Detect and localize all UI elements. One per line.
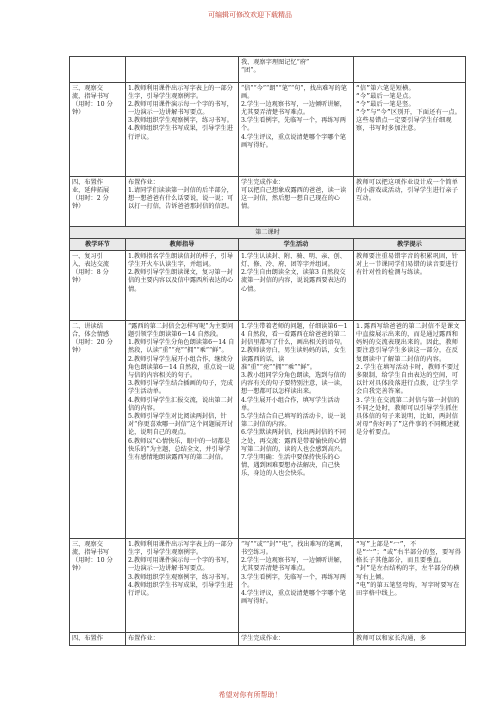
student-line: 2.学生一边观察书写，一边倾听讲解，尤其要弄清楚书写难点。 (241, 100, 346, 117)
student-cell (239, 251, 354, 321)
teacher-line: 1.教师指名学生朗读信封的样子，引导学生开火车认读生字，并组词。 (128, 252, 233, 269)
page-footer: 希望对你有所帮助！ (218, 691, 282, 699)
teacher-line: 3.教师组织学生观察例字，练习书写。 (128, 573, 233, 581)
hint-line: 教师可以把这项作业设计成一个简单的小游戏或活动，引导学生进行亲子互动。 (356, 178, 459, 202)
student-line: “团”。 (241, 66, 260, 74)
lesson2-title: 第二课时 (70, 227, 466, 239)
stage-cell (70, 83, 126, 177)
student-line: 我、观察字理图记忆“府” (241, 58, 310, 66)
teacher-line: 4.教师组织学生书写成果，引导学生进行评议。 (128, 125, 233, 141)
teacher-line: 3.教师组织学生观察例字，练习书写。 (128, 117, 233, 125)
hint-line: “今”最后一笔是点。 (356, 92, 415, 100)
teacher-line: 4.教师组织学生书写成果，引导学生进行评议。 (128, 581, 233, 597)
student-line: 3.学生看例字，先临写一个，再练写两个。 (241, 117, 346, 133)
table-row (70, 57, 466, 83)
table-row (70, 633, 466, 645)
hint-line: 教师可以和家长沟通，多 (356, 634, 427, 642)
student-line: 7.学生明确：生活中要保持快乐的心情，遇到困难要想办法解决，自己快乐，身边的人也会快乐。 (241, 453, 340, 478)
stage-line: 二、讲读结 (72, 322, 103, 330)
teacher-line: 1.教师利用课件出示写字表上的一部分生字，引导学生观察例字。 (128, 540, 233, 557)
stage-line: 三、观察交 (72, 84, 103, 92)
teacher-line: 2.教师引导学生展开小组合作，继续分角色朗读第6～14 自然段，重点说一说与信的内容相关的句子。 (128, 355, 235, 379)
stage-line: （用时：8 分 (72, 269, 109, 277)
student-cell (239, 633, 354, 645)
student-cell (239, 83, 354, 177)
teacher-cell (126, 177, 239, 227)
teacher-line: 2.教师可用课件演示每一个字的书写，一边演示一边讲解书写要点。 (128, 100, 233, 117)
student-line: 可以把自己想象成露西的爸爸，读一读这一封信，然后想一想自己现在的心情。 (241, 186, 347, 211)
teacher-line: 1.教师利用课件出示写字表上的一部分生字，引导学生观察例字。 (128, 84, 233, 100)
student-cell (239, 321, 354, 539)
page-header: 可编辑可修改欢迎下载精品 (208, 11, 292, 19)
student-line: 4.学生展开小组合作，填写学生活动单。 (241, 396, 340, 412)
stage-cell (70, 177, 126, 227)
student-line: 学生完成作业： (241, 178, 285, 186)
teacher-line: 6.教师以“心情快乐，眼中的一切都是快乐的”为主题，总结全文，并引导学生有感情地朗读露西写的第二封信。 (128, 437, 231, 461)
stage-line: 钟） (72, 203, 85, 211)
stage-line: 入，表达交流 (72, 261, 110, 269)
student-line: 5.学生结合自己填写的活动卡，说一说第二封信的内容。 (241, 412, 346, 429)
teacher-cell (126, 251, 239, 321)
stage-line: 钟） (72, 565, 85, 573)
hint-line: 1.露西写给爸爸的第二封信不是课文中直接展示出来的，而是通过露西和妈妈的交流表现出来的。因此，教师要注意引导学生多读这一部分，在反复朗读中了解第二封信的内容。 (356, 322, 460, 363)
col-header-hint: 教学提示 (354, 239, 466, 251)
teacher-line: 5.教师引导学生对比阅读两封信，针对“你更喜欢哪一封信”这个问题展开讨论，说明自己的观点。 (128, 412, 234, 437)
teacher-line: “露西的第二封信会怎样写呢”为主要问题引领学生朗读第6～14 自然段。 (128, 322, 234, 339)
hint-cell (354, 177, 466, 227)
teacher-line: 1.教师引导学生分角色朗读第6～14 自然段，认读“重”“亮”“拥”“乘”“鲜”。 (128, 339, 235, 355)
stage-cell (70, 633, 126, 645)
table-row (70, 177, 466, 227)
stage-line: （用时：20 分 (72, 339, 113, 347)
teacher-line: 4.教师引导学生汇报交流，说出第二封信的内容。 (128, 396, 233, 412)
hint-line: 教师要注重易错字音的积累巩固，针对上一节课同学们易错的读音要进行有针对性的检测与练读。 (356, 252, 459, 277)
hint-line: 3.学生在交流第二封信与第一封信的不同之处时，教师可以引导学生抓住具体信的句子来说明，比如，两封信对母“你好吗了”这件事的不同概述就是分析要点。 (356, 396, 460, 437)
hint-line: “电”的第五笔竖弯钩，写字时要写在田字格中线上。 (356, 581, 460, 597)
stage-line: 钟） (72, 277, 85, 285)
student-cell (239, 539, 354, 633)
table-row (70, 251, 466, 321)
hint-cell (354, 251, 466, 321)
stage-cell (70, 57, 126, 83)
teacher-line: 1.请同学们读读第一封信的后半部分，想一想爸爸有什么话要说，说一说；可以打一打信，告诉爸爸那封信的信思。 (128, 186, 234, 211)
stage-line: 钟） (72, 109, 85, 117)
stage-line: 合，体会情感 (72, 331, 110, 339)
table-row (70, 83, 466, 177)
teacher-cell (126, 539, 239, 633)
lesson-plan-table (69, 56, 466, 646)
student-cell (239, 57, 354, 83)
student-line: 2.学生一边观察书写，一边倾听讲解，尤其要弄清楚书写难点。 (241, 557, 346, 573)
stage-cell (70, 321, 126, 539)
hint-line: “信”第六笔是短横。 (356, 84, 415, 92)
stage-line: 业，延伸拓展 (72, 186, 110, 194)
stage-line: （用时：10 分 (72, 100, 113, 108)
hint-cell (354, 539, 466, 633)
student-line: 1.学生认读封、附、骑、明、亲、创、灯、修、冷、府、团等字并组词。 (241, 252, 346, 269)
teacher-line: 2.教师引导学生朗读课文，复习第一封信的主要内容以及信中露西所表达的心情。 (128, 269, 234, 293)
student-line: “写”“或”“封”“电”，找出难写的笔画，书空练习。 (241, 540, 347, 557)
hint-cell (354, 57, 466, 83)
col-header-teacher: 教师指导 (126, 239, 239, 251)
stage-cell (70, 251, 126, 321)
stage-line: 流，指导书写 (72, 549, 110, 557)
hint-line: 2.学生在填写活动卡时，教师不要过多限制，给学生自由表达的空间，可以针对具体段落进行点拨，让学生学会自我完善答案。 (356, 363, 460, 396)
stage-line: 三、观察交 (72, 540, 103, 548)
student-line: 学生完成作业： (241, 634, 285, 642)
student-line: 4.学生评议，重点说清楚哪个字哪个笔画写得好。 (241, 133, 346, 149)
student-line: 1.学生带着老师的问题，仔细读第6～14 自然段，看一看露西在给爸爸的第二封信里都写了什么，画出相关的语句。 (241, 322, 348, 347)
table-row (70, 321, 466, 539)
hint-line: “令”最后一笔是竖。 (356, 100, 415, 108)
student-line: 2.教师读旁白，男生读妈妈的话，女生读露西的话，读准“重”“亮”“拥”“乘”“鲜”。 (241, 347, 346, 371)
teacher-line: 布置作业： (128, 634, 159, 642)
stage-line: （用时：2 分 (72, 194, 109, 202)
stage-line: 一、复习引 (72, 252, 103, 260)
hint-line: “写”上部是“冖”，不是“宀”；“或”右半部分的竖，要写得格长子其他部分，而且要垂直。 (356, 540, 462, 565)
stage-line: 四、布置作 (72, 634, 103, 642)
section-title-row (70, 227, 466, 239)
stage-line: （用时：10 分 (72, 557, 113, 565)
student-line: “信”“今”“朗”“笔”“句”，找出难写的笔画。 (241, 84, 347, 100)
student-line: 2.学生自由朗读全文，读第3 自然段交流第一封信的内容，说说露西要表达的心情。 (241, 269, 347, 293)
hint-line: “令”与“今”区别开，下面还有一点。这些易错点一定要引导学生仔细观察，书写时多加注意。 (356, 109, 462, 133)
teacher-line: 2.教师可用课件演示每一个字的书写，一边演示一边讲解书写要点。 (128, 557, 233, 573)
hint-cell (354, 321, 466, 539)
col-header-stage: 教学环节 (70, 239, 126, 251)
teacher-cell (126, 83, 239, 177)
teacher-line: 布置作业： (128, 178, 159, 186)
hint-line: “封”是左右结构的字，左半部分的横写右上倾。 (356, 565, 460, 581)
column-header-row (70, 239, 466, 251)
col-header-student: 学生活动 (239, 239, 354, 251)
hint-cell (354, 83, 466, 177)
stage-line: 流，指导书写 (72, 92, 110, 100)
student-line: 3.教小组同学分角色朗读，选到与信的内容有关的句子要特别注意，读一读，想一想都可以怎样读出来。 (241, 372, 347, 396)
student-line: 4.学生评议，重点说清楚哪个字哪个笔画写得好。 (241, 590, 346, 606)
student-line: 3.学生看例字，先临写一个，再练写两个。 (241, 573, 346, 589)
stage-cell (70, 539, 126, 633)
teacher-cell (126, 633, 239, 645)
student-cell (239, 177, 354, 227)
stage-line: 四、布置作 (72, 178, 103, 186)
teacher-cell (126, 321, 239, 539)
teacher-cell (126, 57, 239, 83)
table-row (70, 539, 466, 633)
student-line: 6.学生默读两封信，找出两封信的不同之处，再交流：露西是带着愉快的心情写第二封信的，读的人也会感到高兴。 (241, 429, 347, 453)
teacher-line: 3.教师引导学生结合插画的句子，完成学生活动单。 (128, 380, 233, 396)
hint-cell (354, 633, 466, 645)
stage-line: 钟） (72, 347, 85, 355)
